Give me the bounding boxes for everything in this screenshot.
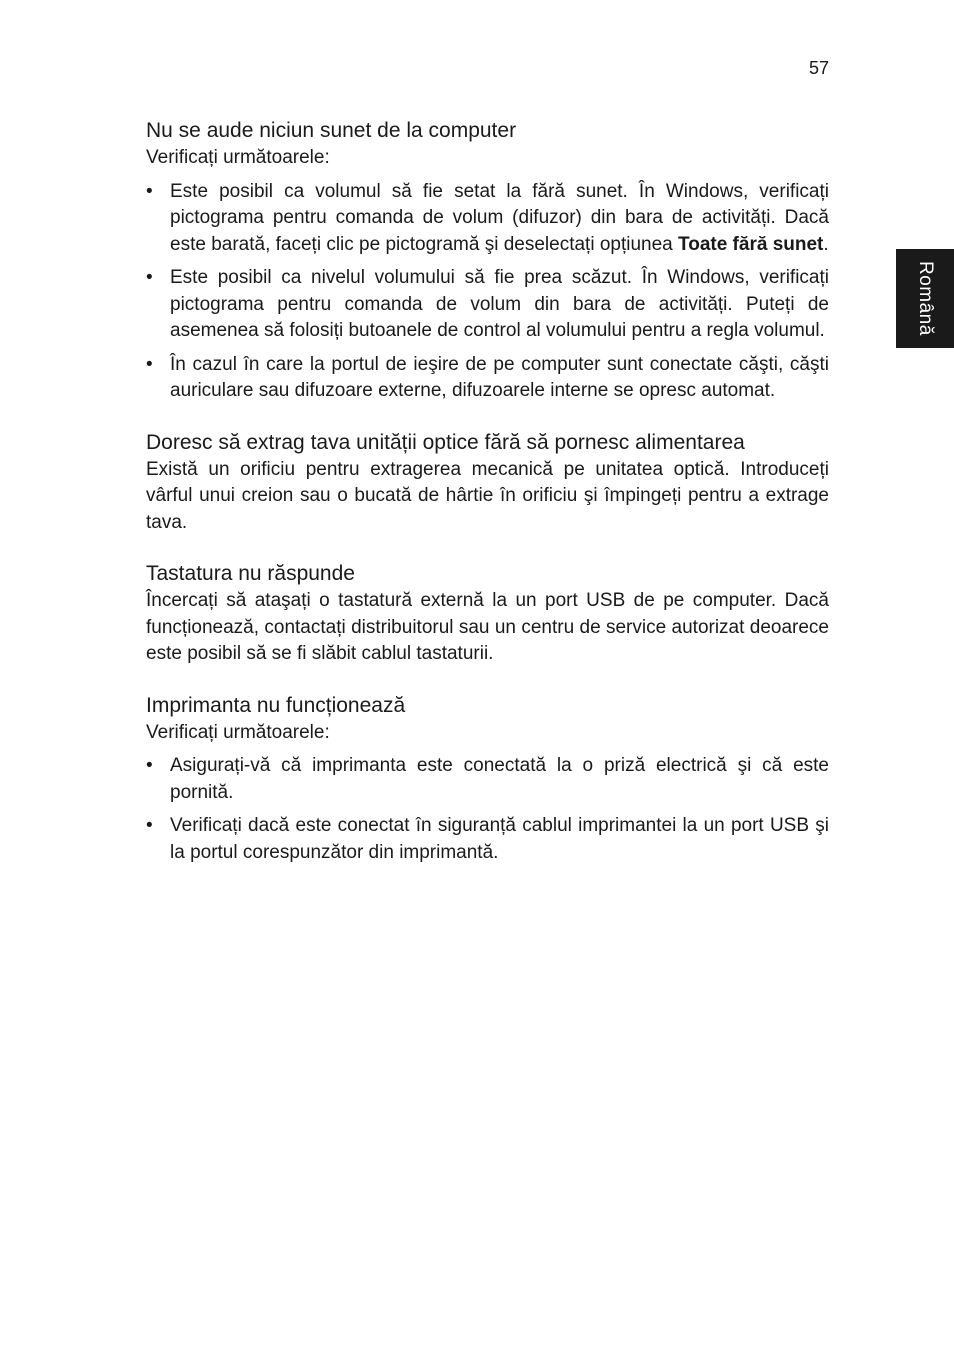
list-item-text-end: . xyxy=(823,233,829,255)
list-item-text: Verificați dacă este conectat în siguranță cablul imprimantei la un port USB şi la portul corespunzător din imprimantă. xyxy=(170,815,829,863)
list-item xyxy=(146,753,829,806)
list-item-text: Este posibil ca nivelul volumului să fie prea scăzut. În Windows, verificați pictograma pentru comanda de volum din bara de activități. Puteți de asemenea să folosiți butoanele de control al volumului pentru a regla volumul. xyxy=(170,267,829,341)
list-item xyxy=(146,352,829,405)
bullet-icon: • xyxy=(146,267,153,288)
list-item-text: Asigurați-vă că imprimanta este conectată la o priză electrică şi că este pornită. xyxy=(170,755,829,803)
section-optical-tray xyxy=(146,429,829,537)
bullet-icon: • xyxy=(146,815,153,836)
list-item xyxy=(146,813,829,866)
bullet-icon: • xyxy=(146,353,153,375)
list-item xyxy=(146,179,829,259)
section-printer xyxy=(146,692,829,867)
page-content xyxy=(146,117,829,890)
list-item-bold-text: Toate fără sunet xyxy=(678,233,824,255)
section-no-sound xyxy=(146,117,829,405)
list-item-text: Este posibil ca volumul să fie setat la fără sunet. În Windows, verificați pictograma pentru comanda de volum (difuzor) din bara de activități. Dacă este barată, faceți clic pe pictogramă şi deselectați opțiunea xyxy=(170,180,829,255)
section-title: Imprimanta nu funcționează xyxy=(146,693,406,717)
section-keyboard xyxy=(146,560,829,668)
bullet-icon: • xyxy=(146,755,153,776)
bullet-list xyxy=(146,753,829,866)
list-item xyxy=(146,265,829,345)
language-tab-label: Română xyxy=(915,261,936,336)
section-body: Încercați să ataşați o tastatură externă la un port USB de pe computer. Dacă funcționează, contactați distribuitorul sau un centru de service autorizat deoarece este posibil să se fi slăbit cablul tastaturii. xyxy=(146,590,829,664)
section-body: Există un orificiu pentru extragerea mecanică pe unitatea optică. Introduceți vârful unui creion sau o bucată de hârtie în orificiu şi împingeți pentru a extrage tava. xyxy=(146,458,829,533)
language-tab xyxy=(896,249,954,348)
section-intro: Verificați următoarele: xyxy=(146,721,330,743)
list-item-text: În cazul în care la portul de ieşire de pe computer sunt conectate căşti, căşti auriculare sau difuzoare externe, difuzoarele interne se opresc automat. xyxy=(170,353,829,401)
section-title: Nu se aude niciun sunet de la computer xyxy=(146,119,517,142)
bullet-list xyxy=(146,179,829,405)
page-number: 57 xyxy=(808,58,829,78)
section-title: Doresc să extrag tava unității optice fără să pornesc alimentarea xyxy=(146,430,745,454)
section-title: Tastatura nu răspunde xyxy=(146,562,355,585)
section-intro: Verificați următoarele: xyxy=(146,147,330,168)
bullet-icon: • xyxy=(146,180,153,202)
